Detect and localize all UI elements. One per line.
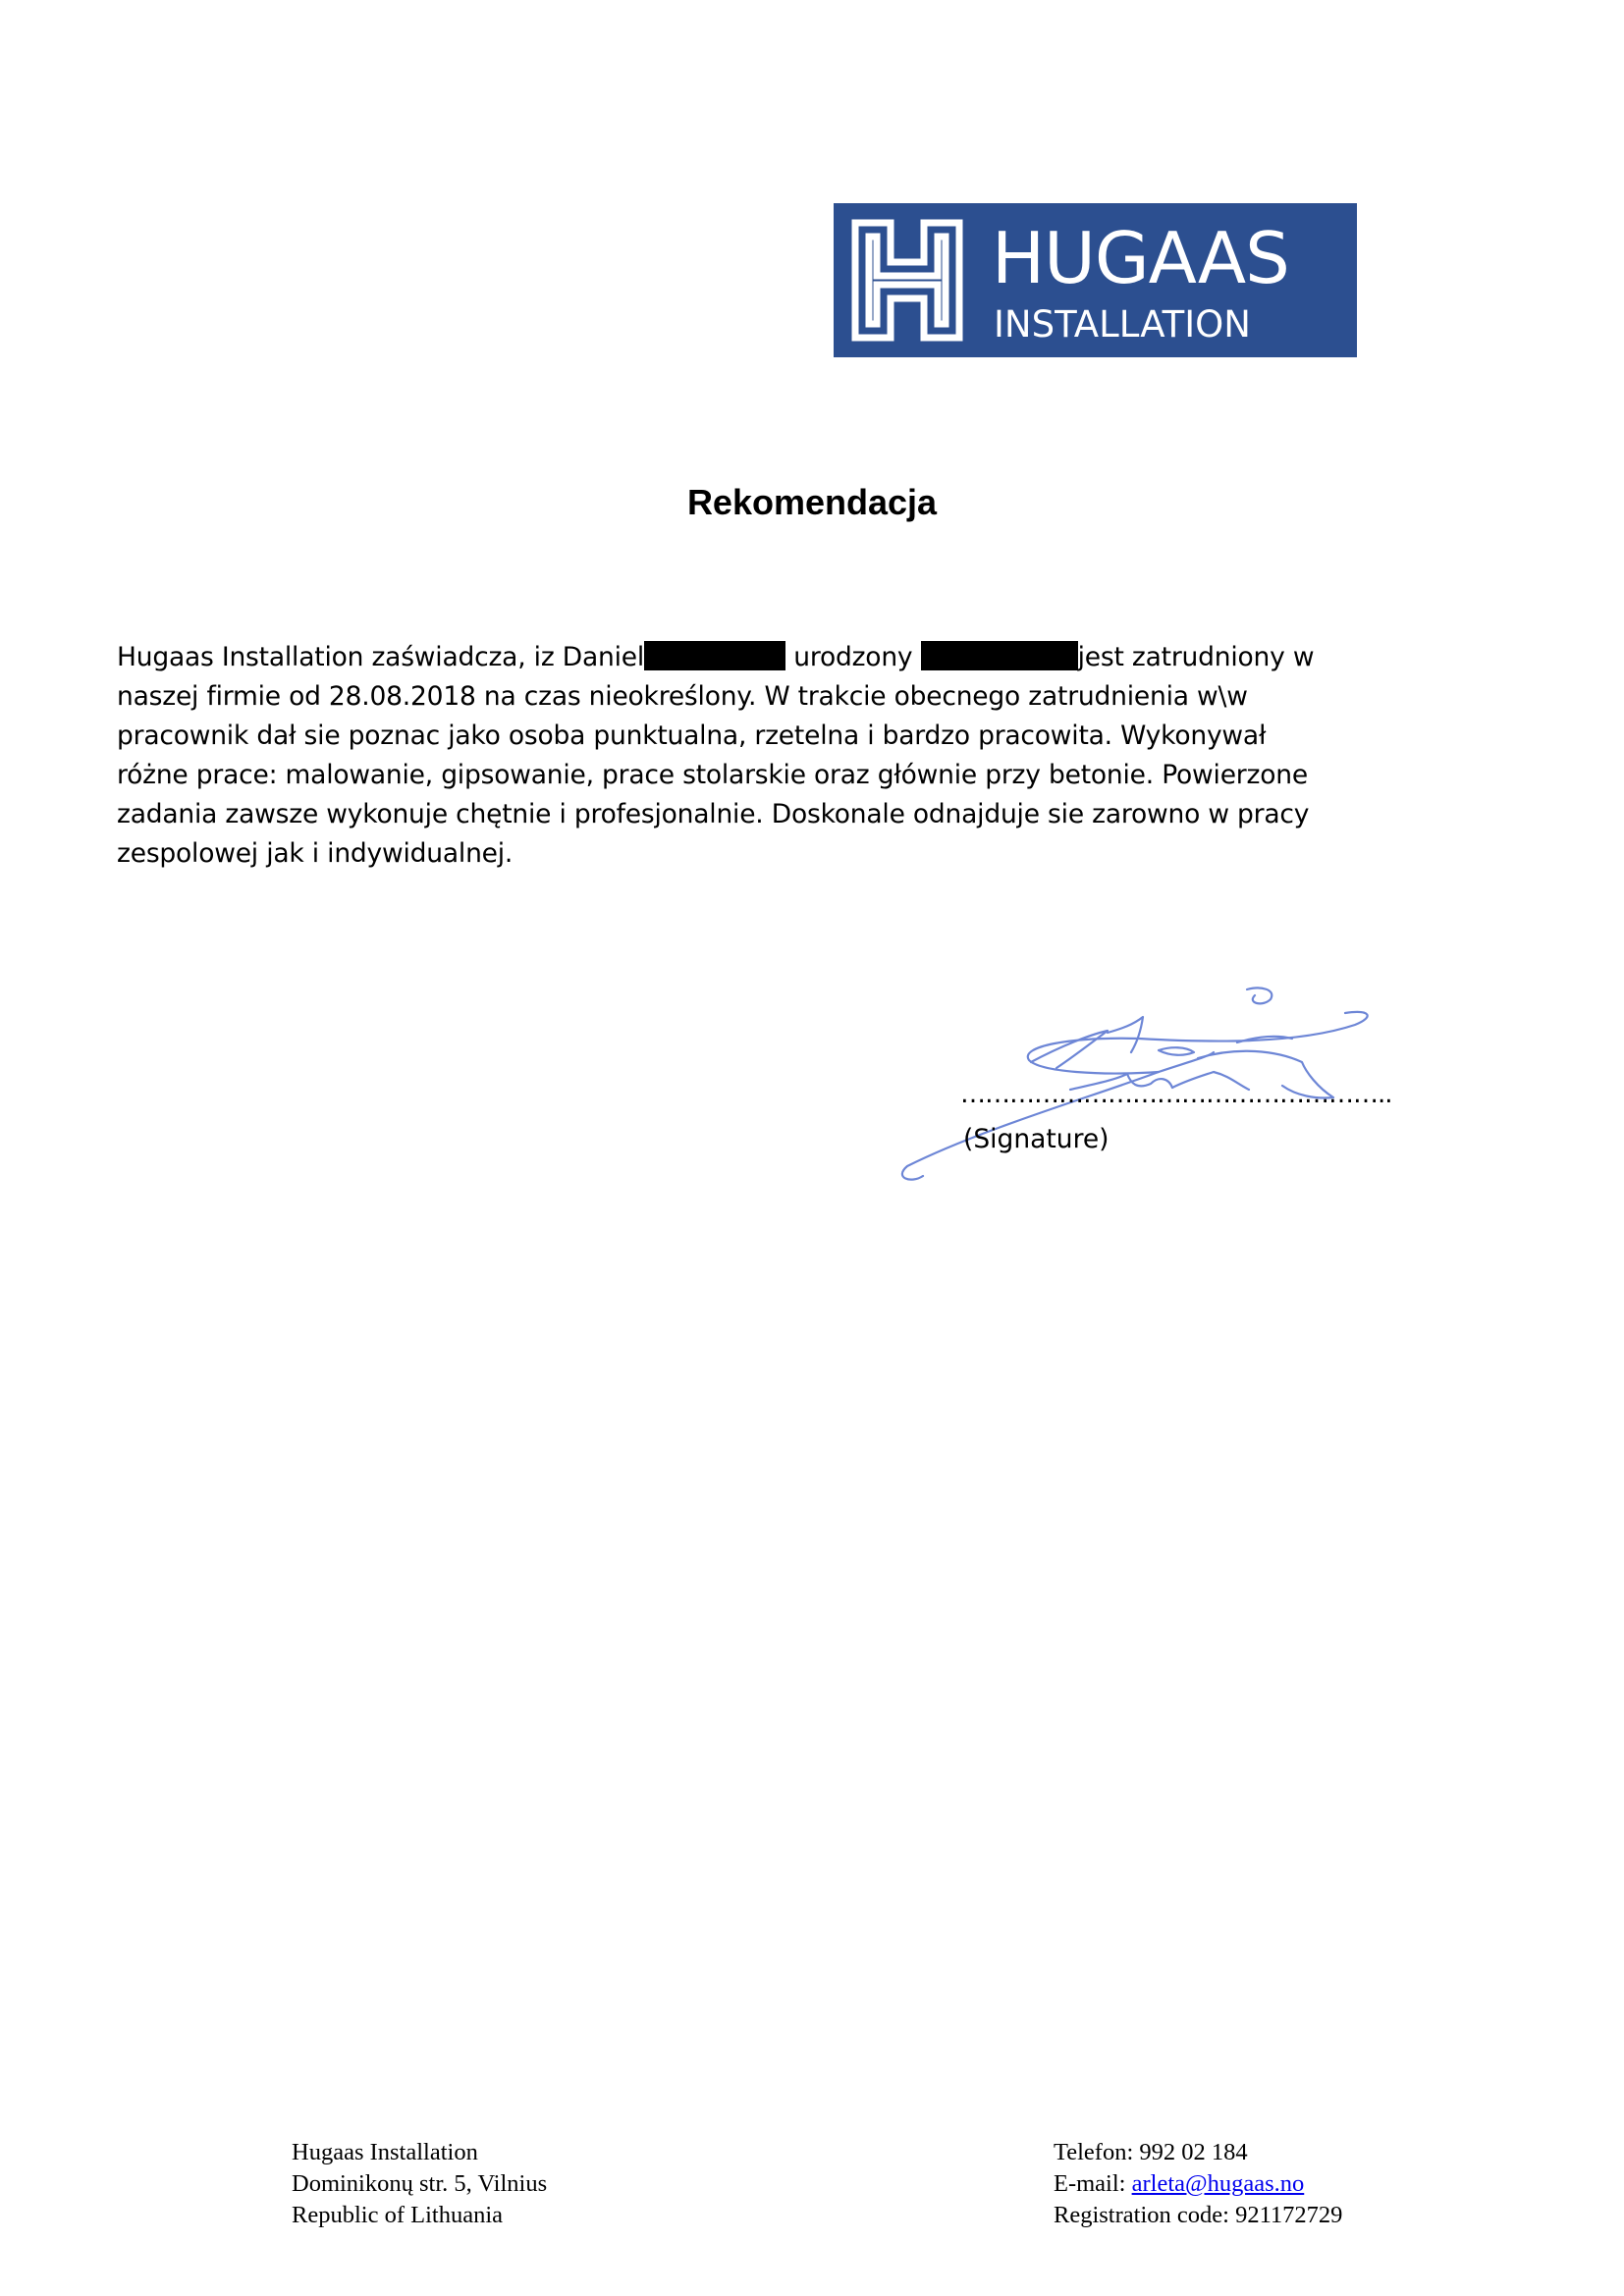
body-line-4: różne prace: malowanie, gipsowanie, prace stolarskie oraz głównie przy betonie. Powierzone (117, 760, 1308, 790)
footer-phone: Telefon: 992 02 184 (1054, 2139, 1248, 2165)
body-text-segment: jest zatrudniony w (1077, 642, 1315, 672)
footer-contact-info (1054, 2137, 1342, 2231)
document-title: Rekomendacja (686, 482, 938, 522)
body-line-6: zespolowej jak i indywidualnej. (117, 838, 514, 869)
redacted-birthdate (921, 641, 1078, 670)
body-text-segment: Hugaas Installation zaświadcza, iz Daniel (117, 642, 645, 672)
recommendation-body (117, 638, 1393, 874)
body-line-1 (117, 638, 1393, 677)
signature-label: (Signature) (963, 1124, 1110, 1154)
footer-company-name: Hugaas Installation (292, 2139, 478, 2165)
footer-address: Dominikonų str. 5, Vilnius (292, 2170, 548, 2197)
redacted-surname (644, 641, 785, 670)
company-logo (834, 203, 1357, 357)
body-line-2: naszej firmie od 28.08.2018 na czas nieokreślony. W trakcie obecnego zatrudnienia w\w (117, 681, 1248, 712)
email-link[interactable]: arleta@hugaas.no (1131, 2170, 1305, 2197)
body-line-5: zadania zawsze wykonuje chętnie i profesjonalnie. Doskonale odnajduje sie zarowno w pracy (117, 799, 1310, 829)
body-line-3: pracownik dał sie poznac jako osoba punktualna, rzetelna i bardzo pracowita. Wykonywał (117, 721, 1267, 751)
footer-registration: Registration code: 921172729 (1054, 2202, 1343, 2228)
footer-company-info (292, 2137, 547, 2231)
footer-country: Republic of Lithuania (292, 2202, 503, 2228)
footer-email-row (1054, 2168, 1342, 2200)
footer-email-label: E-mail: (1054, 2170, 1132, 2197)
body-text-segment: urodzony (785, 642, 921, 672)
signature-line: …………………………………………….. (960, 1080, 1392, 1109)
logo-subtitle: INSTALLATION (994, 303, 1251, 346)
logo-wordmark: HUGAAS (992, 217, 1289, 299)
hugaas-h-monogram-icon (834, 203, 981, 357)
